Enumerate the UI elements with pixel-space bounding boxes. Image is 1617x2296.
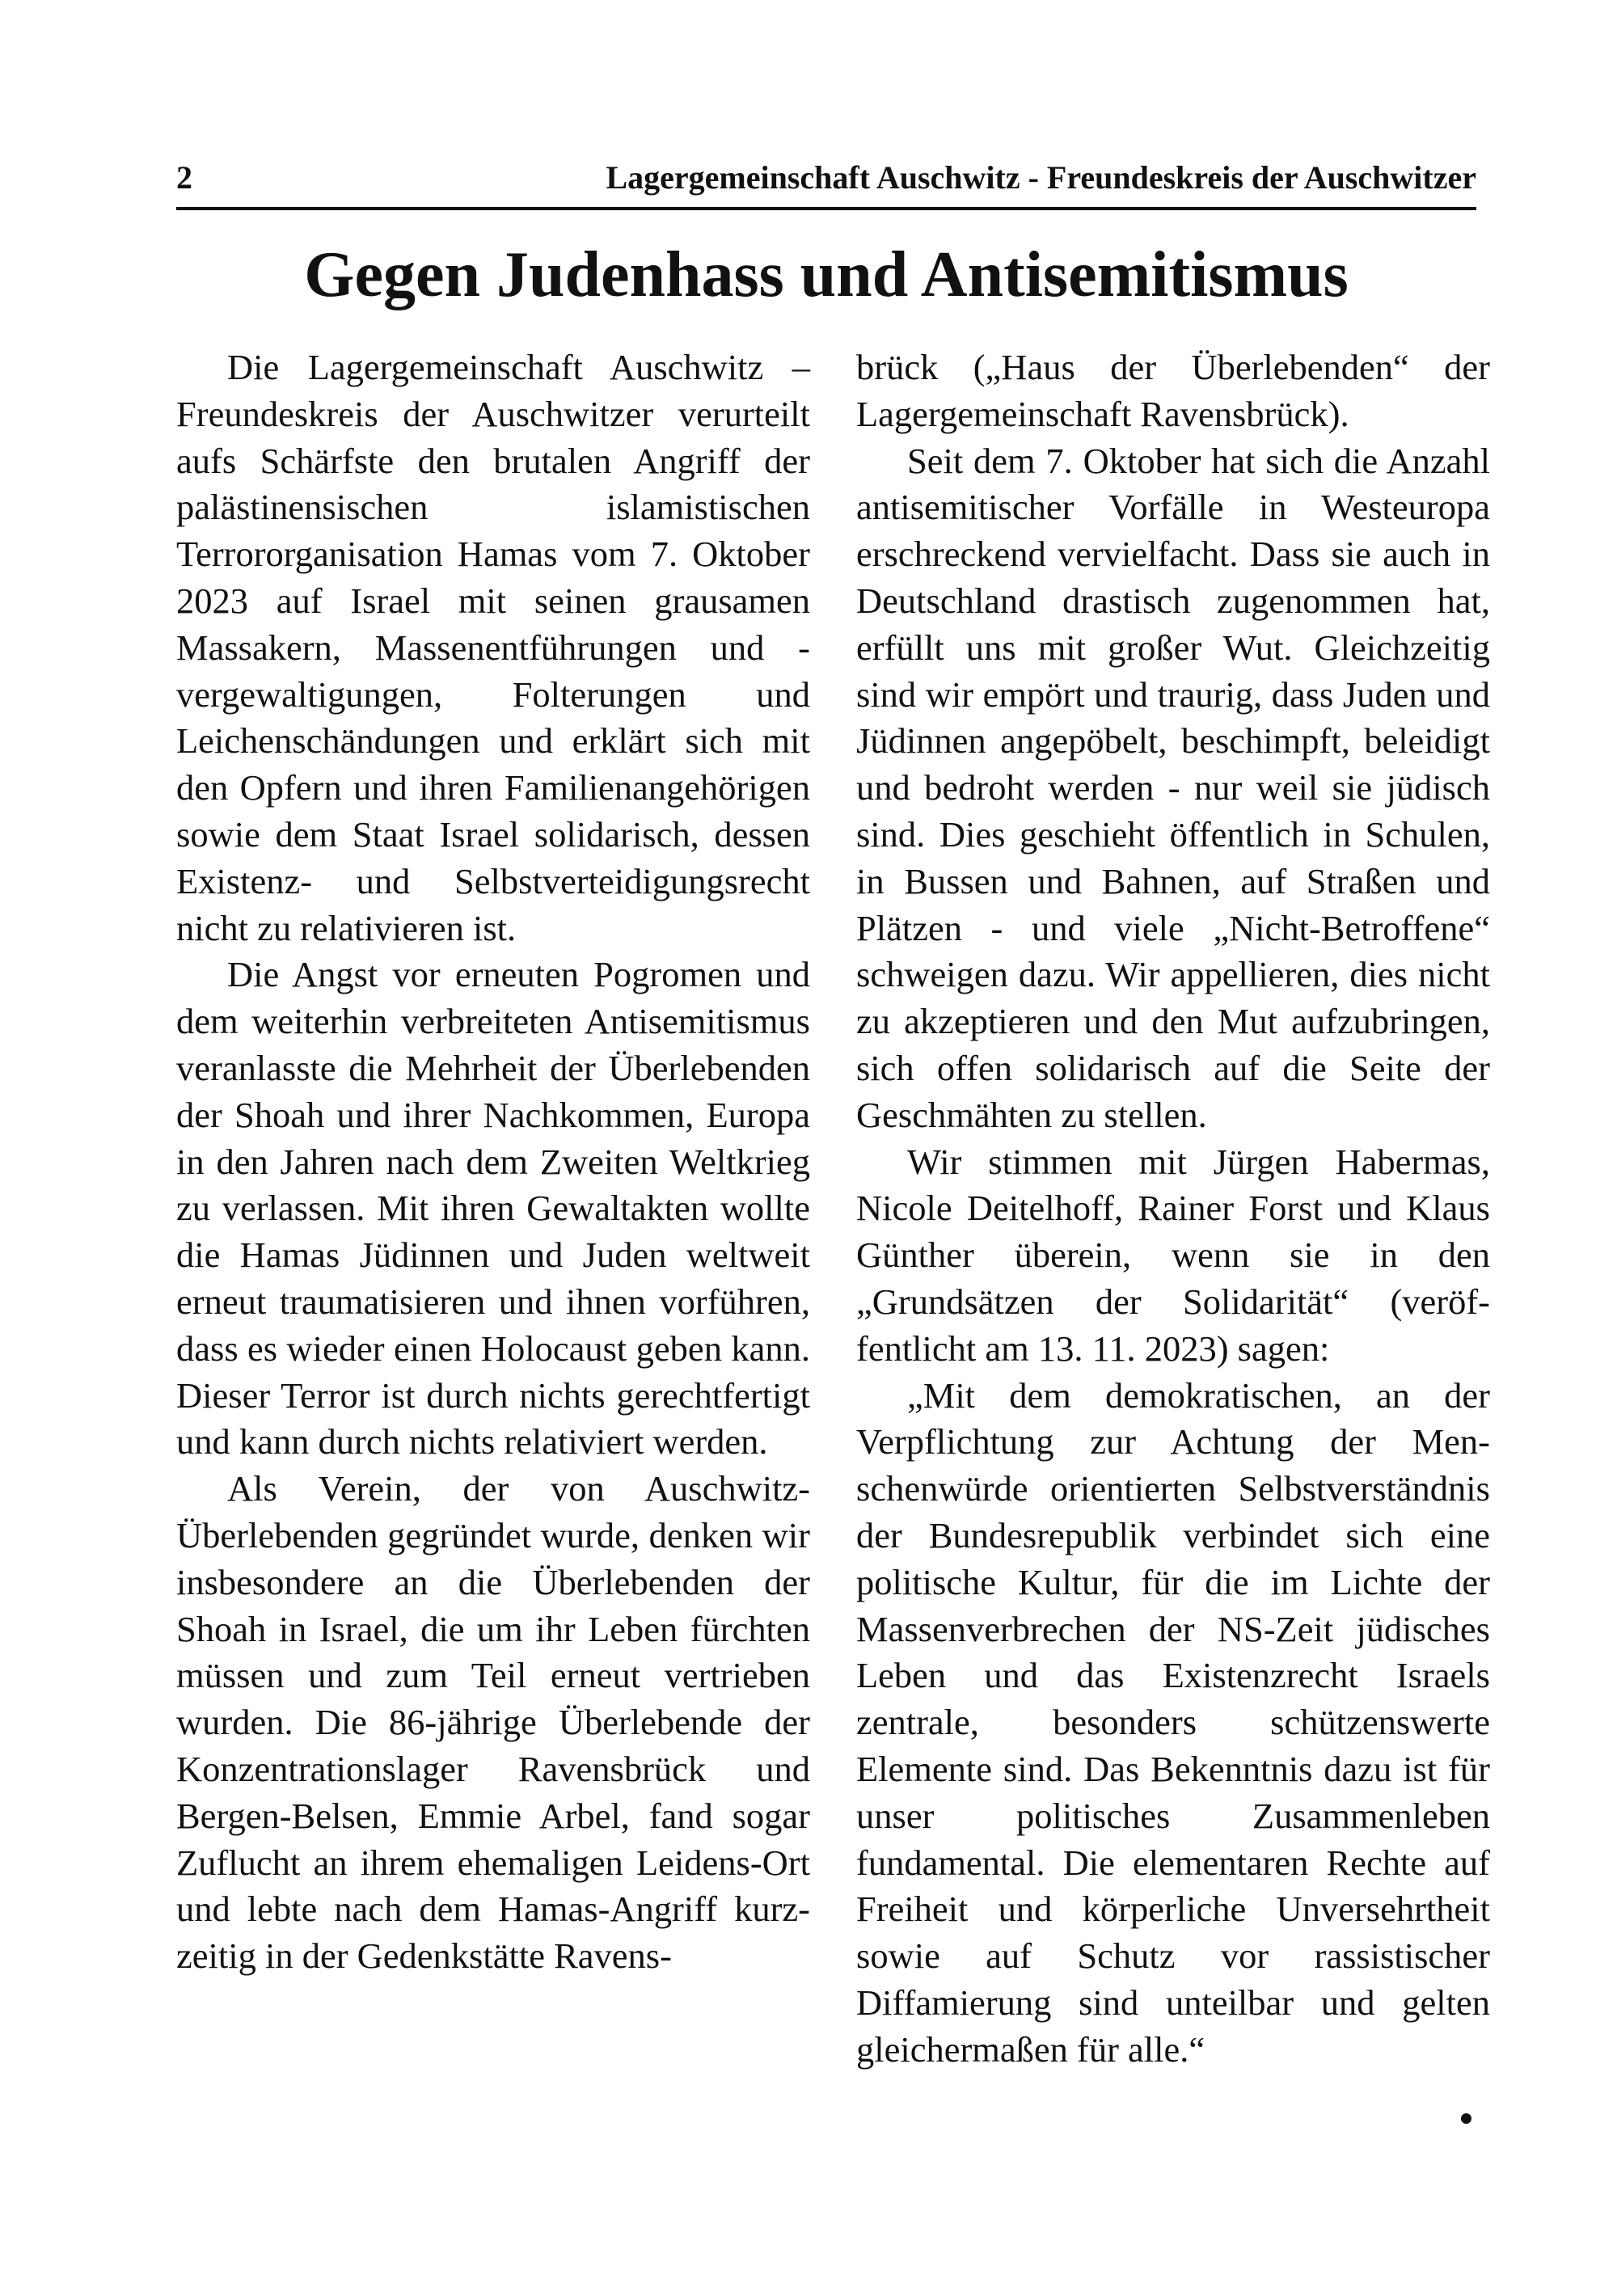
- paragraph-continuation: brück („Haus der Überlebenden“ der Lagergemeinschaft Ravensbrück).: [856, 347, 1490, 434]
- article-column-right: [856, 344, 1490, 2073]
- paragraph: Seit dem 7. Oktober hat sich die Anzahl antisemitischer Vorfälle in Westeuropa erschreckend vervielfacht. Dass sie auch in Deutschland drastisch zugenommen hat, erfüllt uns mit großer Wut. Gleichzeitig sind wir empört und traurig, dass Juden und Jüdinnen angepöbelt, beschimpft, beleidigt und bedroht werden - nur weil sie jüdisch sind. Dies geschieht öffentlich in Schulen, in Bussen und Bahnen, auf Straßen und Plätzen - und viele „Nicht-Betroffene“ schweigen dazu. Wir appellieren, dies nicht zu akzeptieren und den Mut aufzubringen, sich offen solidarisch auf die Seite der Geschmähten zu stellen.: [856, 440, 1490, 1135]
- paragraph: Wir stimmen mit Jürgen Habermas, Nicole Deitelhoff, Rainer Forst und Klaus Günther überein, wenn sie in den „Grundsätzen der Solidarität“ (veröffentlicht am 13. 11. 2023) sagen:: [856, 1141, 1490, 1369]
- paragraph: Als Verein, der von Auschwitz-Überlebenden gegründet wurde, denken wir insbesondere an die Überlebenden der Shoah in Israel, die um ihr Leben fürchten müssen und zum Teil erneut vertrieben wurden. Die 86-jährige Überlebende der Konzentrationslager Ravensbrück und Bergen-Belsen, Emmie Arbel, fand sogar Zuflucht an ihrem ehemaligen Leidens-Ort und lebte nach dem Hamas-Angriff kurzzeitig in der Gedenkstätte Ravens-: [176, 1468, 810, 1977]
- article-column-left: [176, 344, 810, 1980]
- quote-paragraph: „Mit dem demokratischen, an der Verpflichtung zur Achtung der Menschenwürde orientierten Selbstverständnis der Bundesrepublik verbindet sich eine politische Kultur, für die im Lichte der Massenverbrechen der NS-Zeit jüdisches Leben und das Existenzrecht Israels zentrale, besonders schützenswerte Elemente sind. Das Bekenntnis dazu ist für unser politisches Zusammenleben fundamental. Die elementaren Rechte auf Freiheit und körperliche Unversehrtheit sowie auf Schutz vor rassistischer Diffamierung sind unteilbar und gelten gleichermaßen für alle.“: [856, 1374, 1490, 2070]
- paragraph: Die Angst vor erneuten Pogromen und dem weiterhin verbreiteten Antisemitismus veranlasste die Mehrheit der Überlebenden der Shoah und ihrer Nachkommen, Europa in den Jahren nach dem Zweiten Weltkrieg zu verlassen. Mit ihren Gewaltakten wollte die Hamas Jüdinnen und Juden weltweit erneut traumatisieren und ihnen vorführen, dass es wieder einen Holocaust geben kann. Dieser Terror ist durch nichts gerechtfertigt und kann durch nichts relativiert werden.: [176, 954, 810, 1462]
- header-divider: [176, 207, 1476, 210]
- page-number: 2: [176, 159, 192, 196]
- article-title: Gegen Judenhass und Antisemitismus: [304, 239, 1349, 310]
- paragraph: Die Lagergemeinschaft Auschwitz – Freundeskreis der Auschwitzer verurteilt aufs Schärfste den brutalen Angriff der palästinensischen islamistischen Terrororganisation Hamas vom 7. Oktober 2023 auf Israel mit seinen grausamen Massakern, Massenentführungen und -vergewaltigungen, Folterungen und Leichenschändungen und erklärt sich mit den Opfern und ihren Familienangehörigen sowie dem Staat Israel solidarisch, dessen Existenz- und Selbstverteidigungsrecht nicht zu relativieren ist.: [176, 347, 810, 948]
- running-header-title: Lagergemeinschaft Auschwitz - Freundeskreis der Auschwitzer: [606, 159, 1476, 196]
- end-of-article-bullet-icon: [1461, 2113, 1471, 2124]
